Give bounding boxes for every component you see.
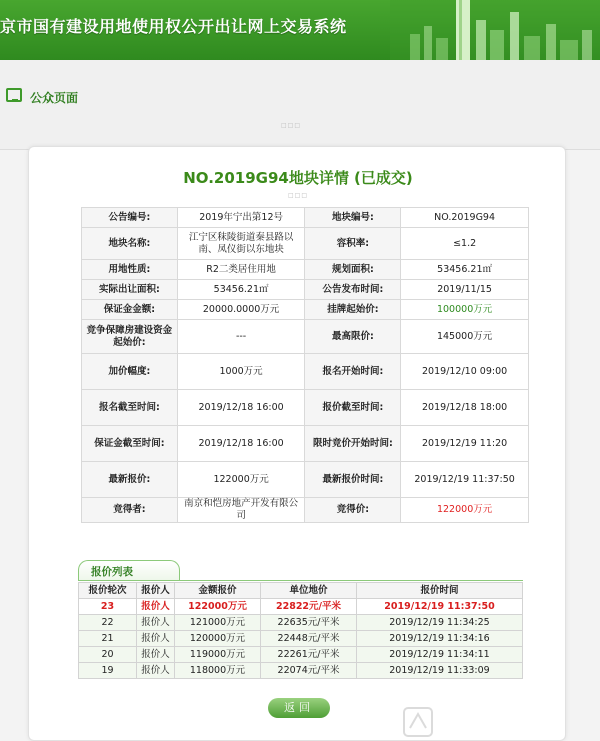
info-value: 122000万元 xyxy=(401,498,529,523)
parcel-info-table xyxy=(81,207,529,523)
tab-underline xyxy=(78,580,523,581)
col-header-time: 报价时间 xyxy=(357,583,523,599)
bid-round: 20 xyxy=(79,647,137,663)
info-label: 报价截至时间: xyxy=(305,390,401,426)
info-value: --- xyxy=(177,320,305,354)
col-header-amount: 金额报价 xyxy=(175,583,261,599)
info-label: 挂牌起始价: xyxy=(305,300,401,320)
info-row xyxy=(82,354,529,390)
bid-unit-price: 22448元/平米 xyxy=(261,631,357,647)
bid-table-header xyxy=(79,583,523,599)
info-label: 实际出让面积: xyxy=(82,280,178,300)
info-value: 53456.21㎡ xyxy=(401,260,529,280)
info-label: 最新报价: xyxy=(82,462,178,498)
bid-row xyxy=(79,663,523,679)
site-title: 京市国有建设用地使用权公开出让网上交易系统 xyxy=(0,17,347,36)
bid-amount: 120000万元 xyxy=(175,631,261,647)
info-value: 145000万元 xyxy=(401,320,529,354)
bid-amount: 119000万元 xyxy=(175,647,261,663)
info-value: 2019/12/10 09:00 xyxy=(401,354,529,390)
info-row xyxy=(82,228,529,260)
tab-bid-list-label: 报价列表 xyxy=(91,566,133,578)
bid-unit-price: 22074元/平米 xyxy=(261,663,357,679)
info-label: 公告编号: xyxy=(82,208,178,228)
info-value: 2019/12/19 11:20 xyxy=(401,426,529,462)
info-value: 100000万元 xyxy=(401,300,529,320)
info-label: 报名截至时间: xyxy=(82,390,178,426)
bid-time: 2019/12/19 11:37:50 xyxy=(357,599,523,615)
info-label: 最高限价: xyxy=(305,320,401,354)
info-value: 2019/11/15 xyxy=(401,280,529,300)
breadcrumb-bar xyxy=(0,60,600,150)
info-value: 2019年宁出第12号 xyxy=(177,208,305,228)
page-title: NO.2019G94地块详情 (已成交) xyxy=(183,169,413,187)
bid-unit-price: 22635元/平米 xyxy=(261,615,357,631)
bid-bidder: 报价人 xyxy=(137,647,175,663)
bid-amount: 121000万元 xyxy=(175,615,261,631)
info-value: 2019/12/19 11:37:50 xyxy=(401,462,529,498)
info-value: NO.2019G94 xyxy=(401,208,529,228)
info-value: ≤1.2 xyxy=(401,228,529,260)
bid-row xyxy=(79,647,523,663)
bid-bidder: 报价人 xyxy=(137,663,175,679)
col-header-round: 报价轮次 xyxy=(79,583,137,599)
info-value: 20000.0000万元 xyxy=(177,300,305,320)
info-label: 规划面积: xyxy=(305,260,401,280)
info-row xyxy=(82,426,529,462)
info-value: 南京和恺房地产开发有限公司 xyxy=(177,498,305,523)
info-value: 53456.21㎡ xyxy=(177,280,305,300)
col-header-unit-price: 单位地价 xyxy=(261,583,357,599)
city-skyline-illustration xyxy=(390,0,600,60)
bid-unit-price: 22261元/平米 xyxy=(261,647,357,663)
tab-bid-list[interactable] xyxy=(78,560,180,580)
divider-dots: □□□ xyxy=(281,122,302,129)
info-label: 最新报价时间: xyxy=(305,462,401,498)
bid-round: 21 xyxy=(79,631,137,647)
monitor-icon xyxy=(6,88,22,102)
info-row xyxy=(82,280,529,300)
info-label: 竞争保障房建设资金起始价: xyxy=(82,320,178,354)
bid-row xyxy=(79,615,523,631)
back-button[interactable]: 返回 xyxy=(268,698,330,718)
info-row xyxy=(82,320,529,354)
info-label: 报名开始时间: xyxy=(305,354,401,390)
info-label: 竞得者: xyxy=(82,498,178,523)
news-watermark-logo xyxy=(402,700,600,741)
info-value: 1000万元 xyxy=(177,354,305,390)
bid-time: 2019/12/19 11:34:25 xyxy=(357,615,523,631)
site-banner xyxy=(0,0,600,60)
bid-bidder: 报价人 xyxy=(137,615,175,631)
bid-round: 23 xyxy=(79,599,137,615)
info-label: 地块名称: xyxy=(82,228,178,260)
bid-time: 2019/12/19 11:34:11 xyxy=(357,647,523,663)
info-row xyxy=(82,498,529,523)
title-divider-dots: □□□ xyxy=(287,192,308,199)
bid-amount: 118000万元 xyxy=(175,663,261,679)
bid-time: 2019/12/19 11:34:16 xyxy=(357,631,523,647)
info-value: R2二类居住用地 xyxy=(177,260,305,280)
info-row xyxy=(82,300,529,320)
bid-list-table xyxy=(78,582,523,679)
info-value: 2019/12/18 18:00 xyxy=(401,390,529,426)
bid-time: 2019/12/19 11:33:09 xyxy=(357,663,523,679)
info-label: 加价幅度: xyxy=(82,354,178,390)
info-value: 江宁区秣陵街道秦县路以南、凤仪街以东地块 xyxy=(177,228,305,260)
info-value: 122000万元 xyxy=(177,462,305,498)
bid-unit-price: 22822元/平米 xyxy=(261,599,357,615)
info-label: 限时竞价开始时间: xyxy=(305,426,401,462)
col-header-bidder: 报价人 xyxy=(137,583,175,599)
info-label: 公告发布时间: xyxy=(305,280,401,300)
info-label: 竞得价: xyxy=(305,498,401,523)
bid-bidder: 报价人 xyxy=(137,631,175,647)
info-row xyxy=(82,390,529,426)
info-label: 保证金截至时间: xyxy=(82,426,178,462)
breadcrumb-label[interactable]: 公众页面 xyxy=(30,91,79,105)
bid-bidder: 报价人 xyxy=(137,599,175,615)
bid-row xyxy=(79,631,523,647)
info-value: 2019/12/18 16:00 xyxy=(177,390,305,426)
bid-amount: 122000万元 xyxy=(175,599,261,615)
info-label: 保证金金额: xyxy=(82,300,178,320)
info-label: 用地性质: xyxy=(82,260,178,280)
info-value: 2019/12/18 16:00 xyxy=(177,426,305,462)
info-label: 容积率: xyxy=(305,228,401,260)
bid-round: 22 xyxy=(79,615,137,631)
bid-round: 19 xyxy=(79,663,137,679)
bid-row xyxy=(79,599,523,615)
info-row xyxy=(82,208,529,228)
info-row xyxy=(82,260,529,280)
info-row xyxy=(82,462,529,498)
info-label: 地块编号: xyxy=(305,208,401,228)
